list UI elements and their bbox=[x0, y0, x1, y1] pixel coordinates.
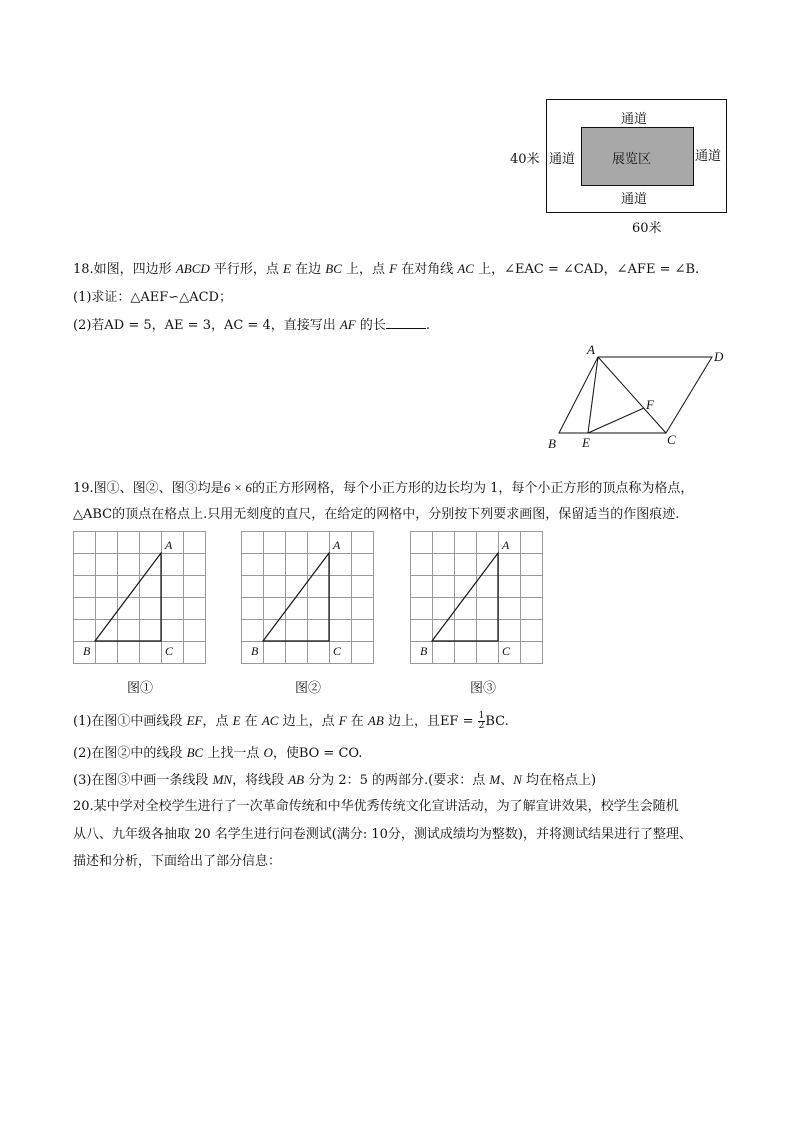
passage-left-label: 通道 bbox=[549, 152, 576, 167]
grid2-label-A: A bbox=[333, 538, 341, 552]
grid1-label-B: B bbox=[83, 644, 91, 658]
grid2-label-B: B bbox=[251, 644, 259, 658]
q18-label-E: E bbox=[582, 435, 590, 450]
grid-caption-3: 图③ bbox=[470, 681, 497, 696]
q19-stem-line1: 19.图①、图②、图③均是6 × 6的正方形网格，每个小正方形的边长均为 1，每个小正方形的顶点称为格点， bbox=[73, 480, 694, 496]
q20-line1: 20.某中学对全校学生进行了一次革命传统和中华优秀传统文化宣讲活动，为了解宣讲效果，校学生会随机 bbox=[73, 799, 679, 814]
grid-figure-1 bbox=[73, 531, 207, 665]
q19-stem-line2: △ABC的顶点在格点上.只用无刻度的直尺，在给定的网格中，分别按下列要求画图，保留适当的作图痕迹. bbox=[73, 507, 680, 522]
q18-part2: (2)若AD = 5，AE = 3，AC = 4，直接写出 AF 的长 . bbox=[73, 317, 431, 333]
q18-label-A: A bbox=[587, 342, 595, 357]
q19-part1: (1)在图①中画线段 EF，点 E 在 AC 边上，点 F 在 AB 边上，且EF = $\frac{1}{2}$ BC. bbox=[73, 711, 509, 731]
q19-part3: (3)在图③中画一条线段 MN，将线段 AB 分为 2：5 的两部分.(要求：点 M、N 均在格点上) bbox=[73, 772, 597, 788]
grid2-label-C: C bbox=[333, 644, 342, 658]
passage-right-label: 通道 bbox=[695, 149, 722, 164]
grid3-label-B: B bbox=[420, 644, 428, 658]
q18-stem: 18.如图，四边形 ABCD 平行形，点 E 在边 BC 上，点 F 在对角线 AC 上，∠EAC = ∠CAD，∠AFE = ∠B. bbox=[73, 261, 700, 277]
q18-label-C: C bbox=[667, 432, 676, 447]
answer-blank[interactable] bbox=[386, 316, 426, 329]
fraction-one-half: $\frac{1}{2}$ bbox=[478, 711, 485, 731]
q20-line3: 描述和分析，下面给出了部分信息： bbox=[73, 854, 282, 869]
grid-figure-3 bbox=[410, 531, 544, 665]
q18-label-D: D bbox=[714, 349, 724, 364]
width-label: 60米 bbox=[632, 221, 662, 236]
passage-bottom-label: 通道 bbox=[621, 192, 648, 207]
grid1-label-C: C bbox=[165, 644, 174, 658]
grid1-label-A: A bbox=[165, 538, 173, 552]
height-label: 40米 bbox=[510, 152, 540, 167]
grid-figure-2 bbox=[241, 531, 375, 665]
q18-part1: (1)求证：△AEF∽△ACD； bbox=[73, 290, 232, 305]
q19-part2: (2)在图②中的线段 BC 上找一点 O，使BO = CO. bbox=[73, 745, 363, 761]
q18-label-F: F bbox=[646, 397, 654, 412]
grid-caption-1: 图① bbox=[127, 681, 154, 696]
passage-top-label: 通道 bbox=[621, 112, 648, 127]
exhibit-area-label: 展览区 bbox=[612, 152, 652, 167]
q18-label-B: B bbox=[548, 436, 556, 451]
q20-line2: 从八、九年级各抽取 20 名学生进行问卷测试(满分: 10分，测试成绩均为整数)，并将测试结果进行了整理、 bbox=[73, 827, 693, 842]
grid3-label-C: C bbox=[502, 644, 511, 658]
grid-caption-2: 图② bbox=[295, 681, 322, 696]
grid3-label-A: A bbox=[502, 538, 510, 552]
